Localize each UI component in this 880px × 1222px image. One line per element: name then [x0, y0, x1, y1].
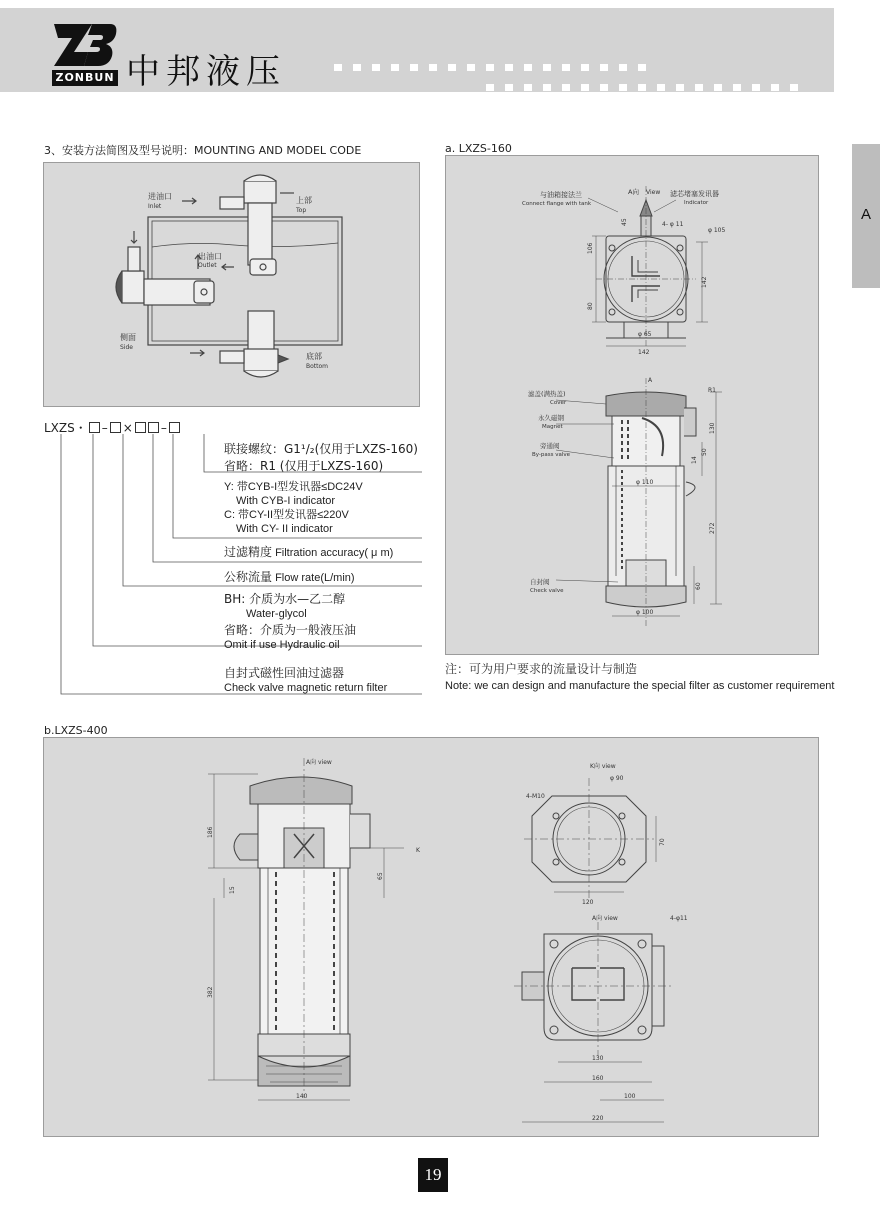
flow-rate-cn: 公称流量: [224, 570, 273, 584]
zb-logo-icon: [52, 22, 118, 68]
indicator-info: [224, 480, 363, 536]
company-name: 中邦液压: [126, 52, 286, 92]
code-box-1: [89, 422, 100, 433]
indicator-cn: 滤芯堵塞发讯器: [670, 190, 719, 198]
header-dots-row-1: [334, 64, 646, 71]
dim-120: 120: [582, 899, 594, 906]
d110-label: φ 110: [636, 479, 654, 486]
indicator-line-1: Y: 带CYB-I型发讯器≤DC24V: [224, 481, 363, 493]
section-title: 3、安装方法简图及型号说明：MOUNTING AND MODEL CODE: [44, 144, 362, 157]
view-en: View: [646, 189, 661, 196]
dim-50: 50: [701, 448, 708, 456]
thread-line-2: 省略：R1 (仅用于LXZS-160): [224, 459, 384, 473]
filtration-info: [224, 543, 393, 560]
product-name-cn: 自封式磁性回油过滤器: [224, 666, 345, 680]
cover-en: Cover: [550, 400, 567, 406]
indicator-line-2: With CYB-I indicator: [236, 495, 336, 507]
company-logo: [52, 22, 118, 86]
filtration-cn: 过滤精度: [224, 545, 273, 559]
m10-label: 4-M10: [526, 793, 545, 800]
dim-382: 382: [207, 986, 214, 998]
code-box-4: [148, 422, 159, 433]
bottom-cn: 底部: [306, 352, 322, 361]
dim-142h: 142: [638, 349, 650, 356]
k-mark: K: [416, 847, 420, 854]
lxzs160-diagram: [445, 155, 819, 655]
side-cn: 侧面: [120, 333, 136, 342]
k-view-label: K向 view: [590, 763, 616, 770]
dim-140: 140: [296, 1093, 308, 1100]
code-sep-1: –: [101, 420, 108, 435]
inlet-cn: 进油口: [148, 192, 172, 201]
cover-cn: 滤盖(满热盖): [528, 390, 566, 398]
page-header: [0, 8, 834, 92]
code-box-2: [110, 422, 121, 433]
r1-label: R1: [708, 387, 716, 394]
lxzs400-diagram: [43, 737, 819, 1137]
a-mark: A: [648, 377, 653, 384]
dim-142v: 142: [701, 276, 708, 288]
a-view-side: A向 view: [306, 759, 332, 766]
a-view-top: A向 view: [592, 915, 618, 922]
lxzs160-drawing: [446, 156, 820, 656]
d100-label: φ 100: [636, 609, 654, 616]
outlet-en: Outlet: [198, 262, 217, 269]
dim-186: 186: [207, 826, 214, 838]
bypass-en: By-pass valve: [532, 452, 571, 458]
medium-line-2: Water-glycol: [246, 608, 307, 620]
mounting-drawing: [44, 163, 421, 408]
dim-100: 100: [624, 1093, 636, 1100]
thread-line-1: 联接螺纹：G1¹/₂(仅用于LXZS-160): [224, 442, 418, 456]
medium-info: [224, 590, 356, 652]
indicator-line-3: C: 带CY-II型发讯器≤220V: [224, 509, 349, 521]
page-number: 19: [418, 1158, 448, 1192]
magnet-en: Magnet: [542, 424, 563, 430]
d65-label: φ 65: [638, 331, 652, 338]
magnet-cn: 永久磁钢: [538, 414, 564, 422]
flange-cn: 与油箱接法兰: [540, 191, 582, 199]
d105-label: φ 105: [708, 227, 726, 234]
inlet-en: Inlet: [148, 203, 162, 210]
header-dots-row-2: [486, 84, 798, 91]
medium-line-4: Omit if use Hydraulic oil: [224, 639, 340, 651]
note-en: Note: we can design and manufacture the special filter as customer requirement: [445, 680, 835, 692]
code-sep-2: ×: [122, 420, 133, 435]
code-box-5: [169, 422, 180, 433]
dim-220: 220: [592, 1115, 604, 1122]
thread-info: [224, 440, 418, 474]
dim-65: 65: [377, 872, 384, 880]
product-name-info: [224, 664, 387, 695]
holes-label: 4- φ 11: [662, 221, 684, 228]
dim-160: 160: [592, 1075, 604, 1082]
dim-60: 60: [695, 582, 702, 590]
product-name-en: Check valve magnetic return filter: [224, 682, 388, 694]
holes-400: 4-φ11: [670, 915, 688, 922]
bottom-en: Bottom: [306, 363, 329, 370]
code-box-3: [135, 422, 146, 433]
flow-rate-en: Flow rate(L/min): [275, 572, 355, 584]
indicator-line-4: With CY- II indicator: [236, 523, 333, 535]
dim-45: 45: [621, 218, 628, 226]
model-code: [44, 419, 180, 436]
section-tab: [852, 144, 880, 288]
top-en: Top: [296, 207, 307, 214]
check-en: Check valve: [530, 588, 564, 594]
model-prefix: LXZS・: [44, 421, 87, 435]
lxzs400-title: b.LXZS-400: [44, 724, 108, 737]
flange-en: Connect flange with tank: [522, 201, 592, 207]
medium-line-1: BH: 介质为水—乙二醇: [224, 592, 346, 606]
filtration-en: Filtration accuracy( μ m): [275, 547, 394, 559]
note-cn: 注：可为用户要求的流量设计与制造: [445, 662, 638, 676]
d90-label: φ 90: [610, 775, 624, 782]
side-en: Side: [120, 344, 133, 351]
medium-line-3: 省略：介质为一般液压油: [224, 623, 357, 637]
dim-70: 70: [659, 838, 666, 846]
lxzs160-title: a. LXZS-160: [445, 142, 512, 155]
dim-80: 80: [587, 302, 594, 310]
mounting-diagram: [43, 162, 420, 407]
dim-14: 14: [691, 456, 698, 464]
code-sep-3: –: [160, 420, 167, 435]
section-tab-label: A: [860, 206, 871, 223]
logo-wordmark: ZONBUN: [52, 70, 118, 86]
dim-130-400: 130: [592, 1055, 604, 1062]
top-cn: 上部: [296, 196, 312, 205]
dim-130: 130: [709, 422, 716, 434]
dim-15: 15: [229, 886, 236, 894]
flow-rate-info: [224, 568, 355, 585]
lxzs400-drawing: [44, 738, 820, 1138]
dim-106: 106: [587, 242, 594, 254]
view-cn: A向: [628, 188, 639, 196]
bypass-cn: 旁通阀: [540, 442, 560, 450]
outlet-cn: 出油口: [198, 252, 222, 261]
check-cn: 自封阀: [530, 578, 550, 586]
dim-272: 272: [709, 522, 716, 534]
indicator-en: Indicator: [684, 200, 709, 206]
